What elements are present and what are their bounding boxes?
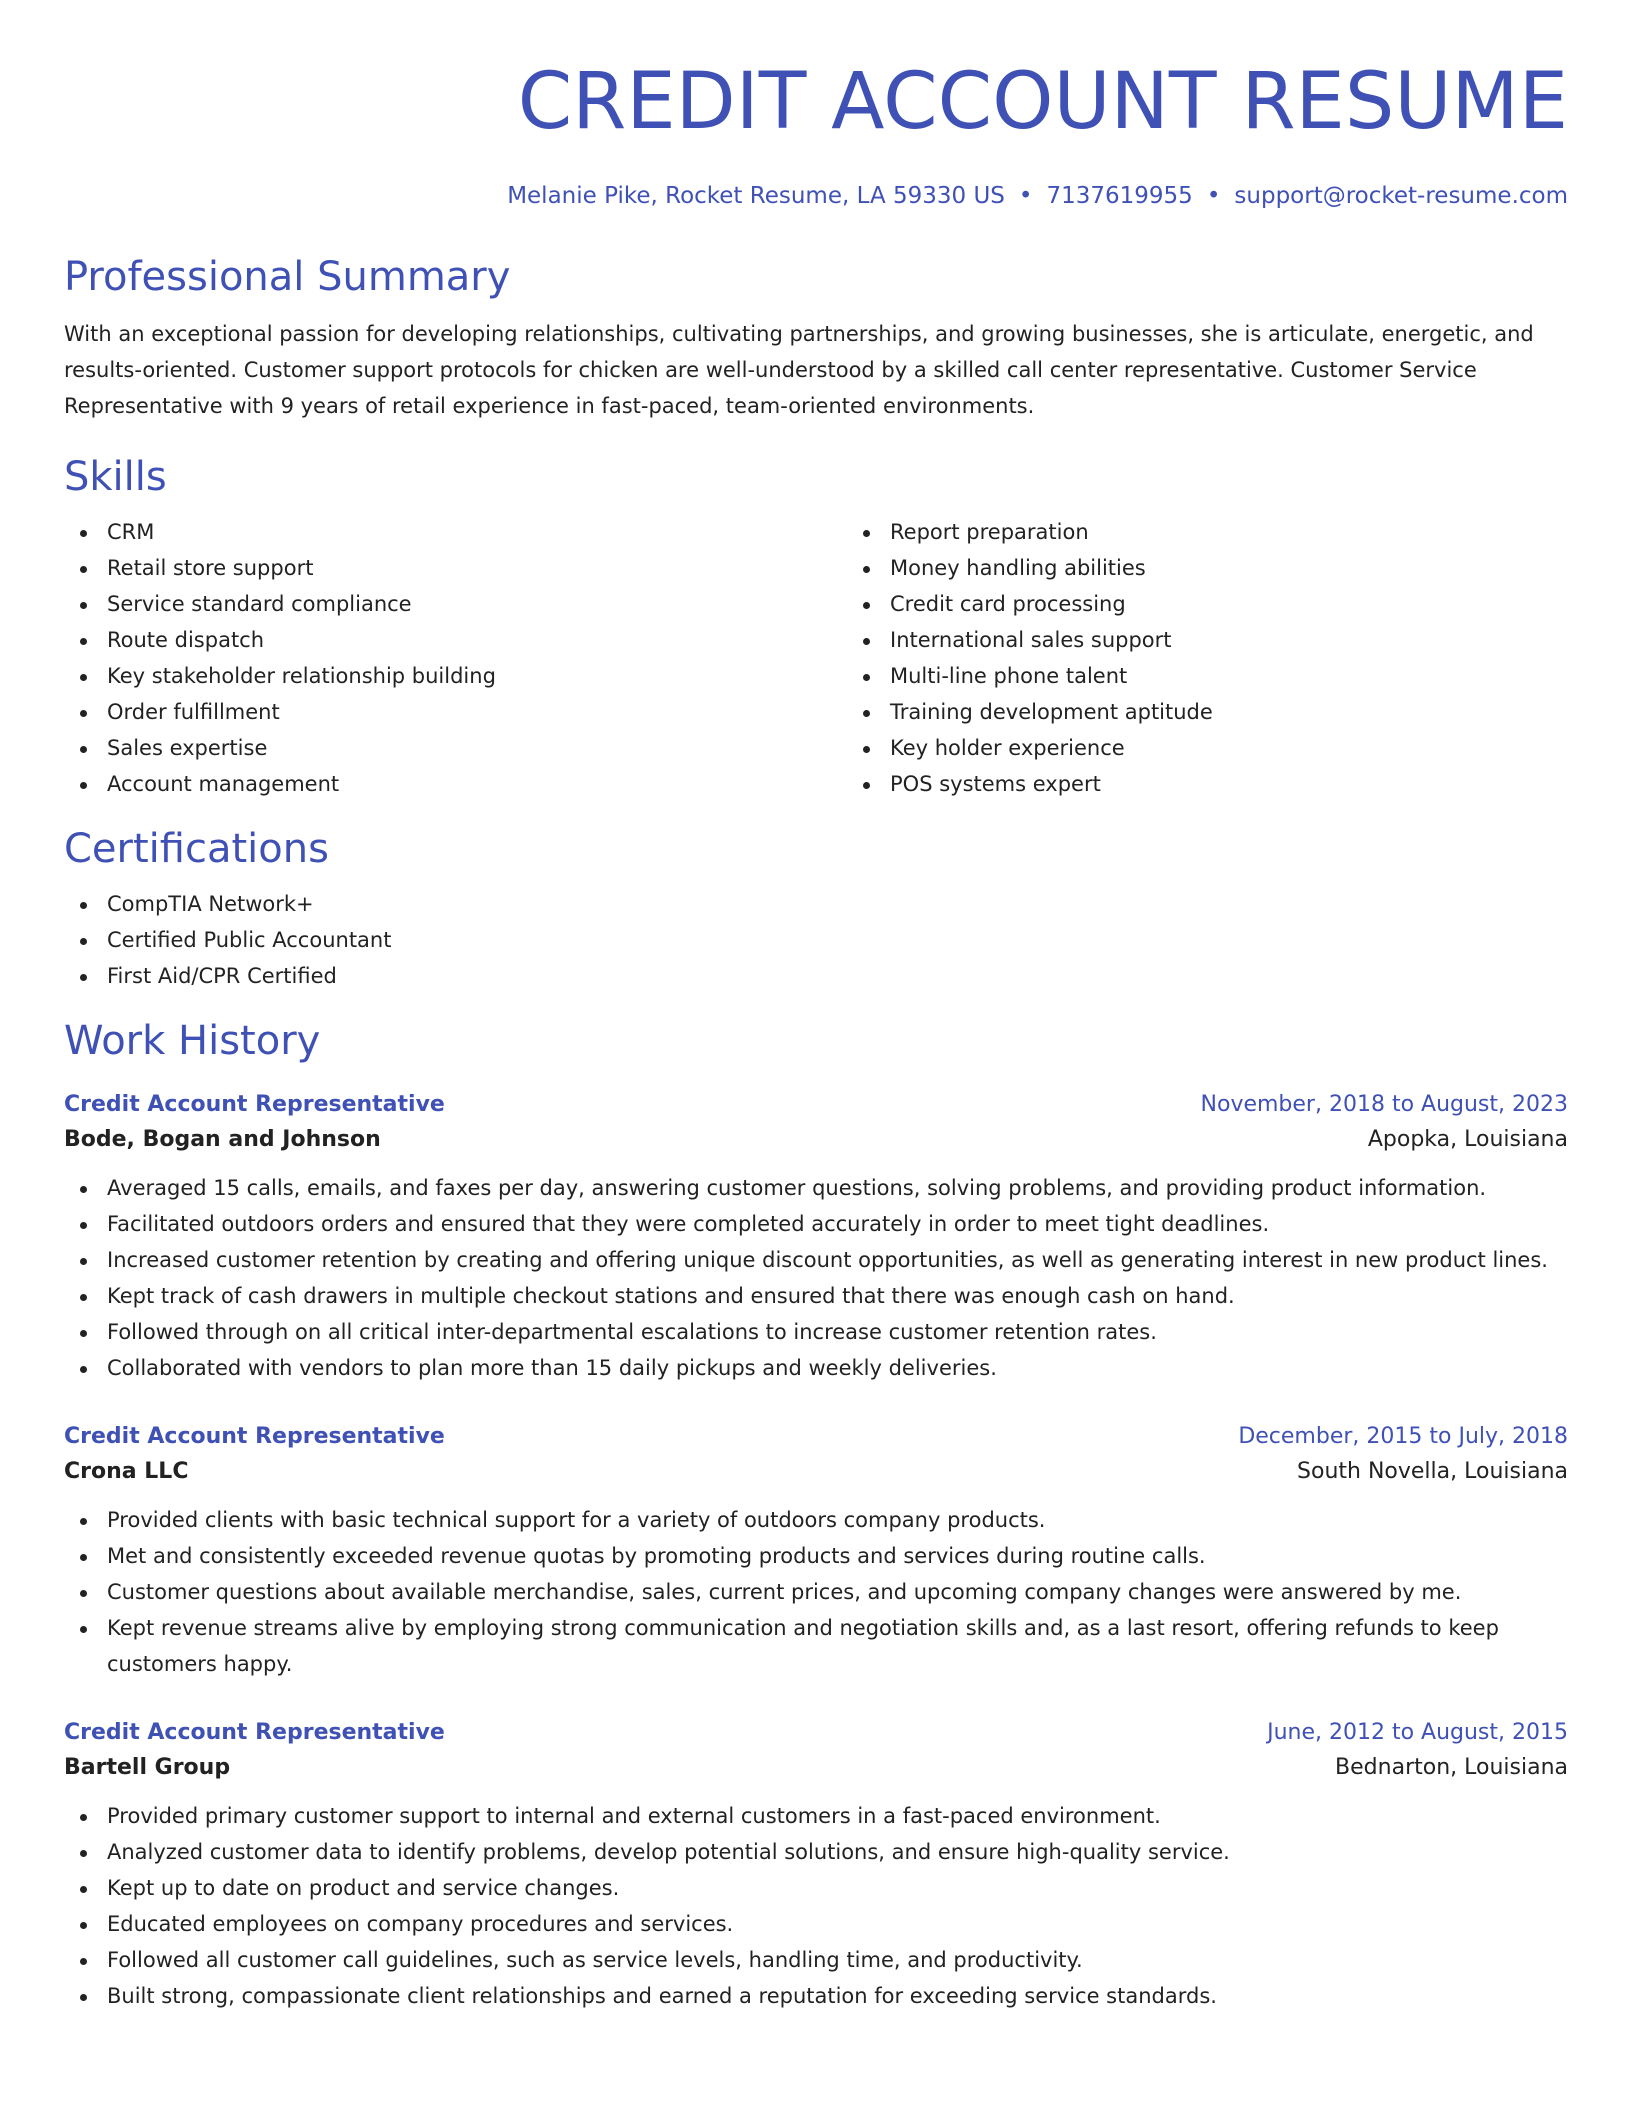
job-bullet: Averaged 15 calls, emails, and faxes per day, answering customer questions, solving problems, and providing product information.	[107, 1170, 1568, 1206]
skill-item: Account management	[107, 766, 847, 802]
job-bullet: Provided primary customer support to internal and external customers in a fast-paced environment.	[107, 1798, 1568, 1834]
job-bullet: Built strong, compassionate client relationships and earned a reputation for exceeding service standards.	[107, 1978, 1568, 2014]
job-dates: June, 2012 to August, 2015	[1267, 1720, 1568, 1745]
job-company-row	[64, 1750, 1568, 1786]
job-bullets	[64, 1798, 1568, 2014]
skill-item: Money handling abilities	[890, 550, 1630, 586]
skill-item: Route dispatch	[107, 622, 847, 658]
summary-heading: Professional Summary	[64, 254, 511, 300]
job-location: South Novella, Louisiana	[1297, 1459, 1568, 1484]
skill-item: Key stakeholder relationship building	[107, 658, 847, 694]
job-entry	[64, 1420, 1568, 1682]
job-company-row	[64, 1454, 1568, 1490]
certification-item: Certified Public Accountant	[107, 922, 1568, 958]
skills-list-left	[64, 514, 847, 802]
certifications-list	[64, 886, 1568, 994]
skills-list-right	[847, 514, 1630, 802]
skill-item: POS systems expert	[890, 766, 1630, 802]
contact-line	[64, 180, 1568, 212]
resume-title: CREDIT ACCOUNT RESUME	[517, 57, 1568, 147]
contact-separator: •	[1018, 183, 1033, 209]
skill-item: International sales support	[890, 622, 1630, 658]
job-location: Bednarton, Louisiana	[1335, 1755, 1568, 1780]
skills-heading: Skills	[64, 454, 167, 500]
job-bullet: Educated employees on company procedures and services.	[107, 1906, 1568, 1942]
job-header-row	[64, 1088, 1568, 1122]
certifications-heading: Certifications	[64, 826, 329, 872]
summary-text: With an exceptional passion for developing relationships, cultivating partnerships, and growing businesses, she is articulate, energetic, and results-oriented. Customer support protocols for chicken are well-understood by a skilled call center representative. Customer Service Representative with 9 years of retail experience in fast-paced, team-oriented environments.	[64, 322, 1534, 418]
job-company-row	[64, 1122, 1568, 1158]
skill-item: Retail store support	[107, 550, 847, 586]
job-bullet: Increased customer retention by creating and offering unique discount opportunities, as well as generating interest in new product lines.	[107, 1242, 1568, 1278]
contact-address: Melanie Pike, Rocket Resume, LA 59330 US	[507, 183, 1005, 209]
job-title: Credit Account Representative	[64, 1092, 445, 1117]
job-bullet: Followed through on all critical inter-departmental escalations to increase customer retention rates.	[107, 1314, 1568, 1350]
job-company: Bartell Group	[64, 1755, 231, 1780]
contact-email: support@rocket-resume.com	[1234, 183, 1568, 209]
skill-item: Report preparation	[890, 514, 1630, 550]
job-bullet: Met and consistently exceeded revenue quotas by promoting products and services during routine calls.	[107, 1538, 1568, 1574]
skill-item: Credit card processing	[890, 586, 1630, 622]
contact-phone: 7137619955	[1046, 183, 1193, 209]
job-bullet: Provided clients with basic technical support for a variety of outdoors company products.	[107, 1502, 1568, 1538]
job-company: Crona LLC	[64, 1459, 189, 1484]
skill-item: CRM	[107, 514, 847, 550]
job-dates: December, 2015 to July, 2018	[1238, 1424, 1568, 1449]
job-bullet: Kept up to date on product and service changes.	[107, 1870, 1568, 1906]
job-bullet: Kept track of cash drawers in multiple checkout stations and ensured that there was enough cash on hand.	[107, 1278, 1568, 1314]
job-bullet: Followed all customer call guidelines, such as service levels, handling time, and productivity.	[107, 1942, 1568, 1978]
work-history-heading: Work History	[64, 1018, 321, 1064]
job-header-row	[64, 1420, 1568, 1454]
skill-item: Training development aptitude	[890, 694, 1630, 730]
job-bullet: Kept revenue streams alive by employing strong communication and negotiation skills and, as a last resort, offering refunds to keep customers happy.	[107, 1610, 1568, 1682]
skill-item: Service standard compliance	[107, 586, 847, 622]
job-header-row	[64, 1716, 1568, 1750]
certification-item: First Aid/CPR Certified	[107, 958, 1568, 994]
job-bullet: Analyzed customer data to identify problems, develop potential solutions, and ensure high-quality service.	[107, 1834, 1568, 1870]
job-entry	[64, 1716, 1568, 2014]
job-entry	[64, 1088, 1568, 1386]
skill-item: Multi-line phone talent	[890, 658, 1630, 694]
job-bullet: Customer questions about available merchandise, sales, current prices, and upcoming company changes were answered by me.	[107, 1574, 1568, 1610]
job-bullet: Collaborated with vendors to plan more than 15 daily pickups and weekly deliveries.	[107, 1350, 1568, 1386]
contact-separator: •	[1206, 183, 1221, 209]
skills-grid	[64, 514, 1568, 802]
job-title: Credit Account Representative	[64, 1720, 445, 1745]
job-company: Bode, Bogan and Johnson	[64, 1127, 381, 1152]
job-title: Credit Account Representative	[64, 1424, 445, 1449]
job-location: Apopka, Louisiana	[1367, 1127, 1568, 1152]
job-bullets	[64, 1170, 1568, 1386]
job-bullet: Facilitated outdoors orders and ensured that they were completed accurately in order to meet tight deadlines.	[107, 1206, 1568, 1242]
skill-item: Order fulfillment	[107, 694, 847, 730]
skill-item: Sales expertise	[107, 730, 847, 766]
certification-item: CompTIA Network+	[107, 886, 1568, 922]
job-dates: November, 2018 to August, 2023	[1200, 1092, 1568, 1117]
job-bullets	[64, 1502, 1568, 1682]
skill-item: Key holder experience	[890, 730, 1630, 766]
